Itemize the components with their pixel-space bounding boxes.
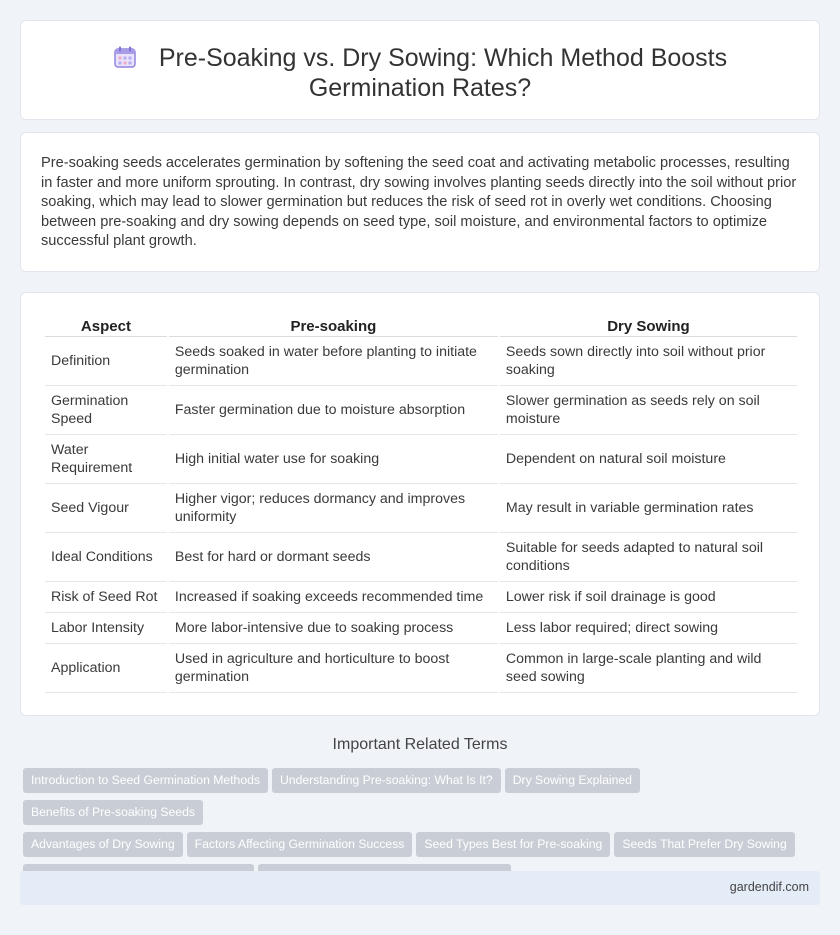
related-term-tag[interactable]: Benefits of Pre-soaking Seeds xyxy=(23,800,203,825)
intro-paragraph: Pre-soaking seeds accelerates germination by softening the seed coat and activating metabolic processes, resulting in faster and more uniform sprouting. In contrast, dry sowing involves planting seeds directly into the soil without prior soaking, which may lead to slower germination but reduces the risk of seed rot in overly wet conditions. Choosing between pre-soaking and dry sowing depends on seed type, soil moisture, and environmental factors to optimize successful plant growth. xyxy=(41,155,797,249)
aspect-cell: Germination Speed xyxy=(45,386,167,435)
related-term-tag[interactable]: Introduction to Seed Germination Methods xyxy=(23,768,268,793)
related-term-tag[interactable]: Seed Types Best for Pre-soaking xyxy=(416,832,610,857)
related-term-tag[interactable]: Factors Affecting Germination Success xyxy=(187,832,413,857)
pre-soaking-cell: Used in agriculture and horticulture to boost germination xyxy=(169,644,498,693)
dry-sowing-cell: Suitable for seeds adapted to natural soil conditions xyxy=(500,533,797,582)
table-row xyxy=(45,533,797,582)
page-title-row xyxy=(21,43,819,103)
dry-sowing-cell: Dependent on natural soil moisture xyxy=(500,435,797,484)
pre-soaking-cell: Increased if soaking exceeds recommended time xyxy=(169,582,498,613)
related-term-tag[interactable]: Seeds That Prefer Dry Sowing xyxy=(614,832,794,857)
aspect-cell: Labor Intensity xyxy=(45,613,167,644)
aspect-cell: Risk of Seed Rot xyxy=(45,582,167,613)
aspect-cell: Seed Vigour xyxy=(45,484,167,533)
related-term-tag[interactable]: Dry Sowing Explained xyxy=(505,768,640,793)
aspect-cell: Water Requirement xyxy=(45,435,167,484)
column-header-pre-soaking: Pre-soaking xyxy=(169,317,498,337)
footer-bar xyxy=(20,871,820,905)
page-title: Pre-Soaking vs. Dry Sowing: Which Method Boosts Germination Rates? xyxy=(158,44,728,102)
table-row xyxy=(45,644,797,693)
header-card xyxy=(20,20,820,120)
dry-sowing-cell: Common in large-scale planting and wild seed sowing xyxy=(500,644,797,693)
pre-soaking-cell: High initial water use for soaking xyxy=(169,435,498,484)
dry-sowing-cell: Slower germination as seeds rely on soil moisture xyxy=(500,386,797,435)
pre-soaking-cell: Best for hard or dormant seeds xyxy=(169,533,498,582)
column-header-aspect: Aspect xyxy=(45,317,167,337)
aspect-cell: Ideal Conditions xyxy=(45,533,167,582)
related-term-tag[interactable]: Advantages of Dry Sowing xyxy=(23,832,183,857)
related-terms-heading: Important Related Terms xyxy=(332,736,508,753)
aspect-cell: Application xyxy=(45,644,167,693)
column-header-dry-sowing: Dry Sowing xyxy=(500,317,797,337)
dry-sowing-cell: May result in variable germination rates xyxy=(500,484,797,533)
table-row xyxy=(45,435,797,484)
aspect-cell: Definition xyxy=(45,337,167,386)
comparison-card xyxy=(20,292,820,716)
site-name[interactable]: gardendif.com xyxy=(729,880,809,894)
pre-soaking-cell: Higher vigor; reduces dormancy and improves uniformity xyxy=(169,484,498,533)
pre-soaking-cell: Faster germination due to moisture absorption xyxy=(169,386,498,435)
table-header-row xyxy=(45,317,797,337)
pre-soaking-cell: Seeds soaked in water before planting to initiate germination xyxy=(169,337,498,386)
pre-soaking-cell: More labor-intensive due to soaking process xyxy=(169,613,498,644)
related-term-tag[interactable]: Understanding Pre-soaking: What Is It? xyxy=(272,768,501,793)
comparison-table xyxy=(43,317,799,693)
dry-sowing-cell: Seeds sown directly into soil without prior soaking xyxy=(500,337,797,386)
dry-sowing-cell: Lower risk if soil drainage is good xyxy=(500,582,797,613)
intro-card xyxy=(20,132,820,272)
calendar-icon xyxy=(113,45,137,69)
table-row xyxy=(45,386,797,435)
table-row xyxy=(45,484,797,533)
table-row xyxy=(45,582,797,613)
dry-sowing-cell: Less labor required; direct sowing xyxy=(500,613,797,644)
table-row xyxy=(45,337,797,386)
table-row xyxy=(45,613,797,644)
